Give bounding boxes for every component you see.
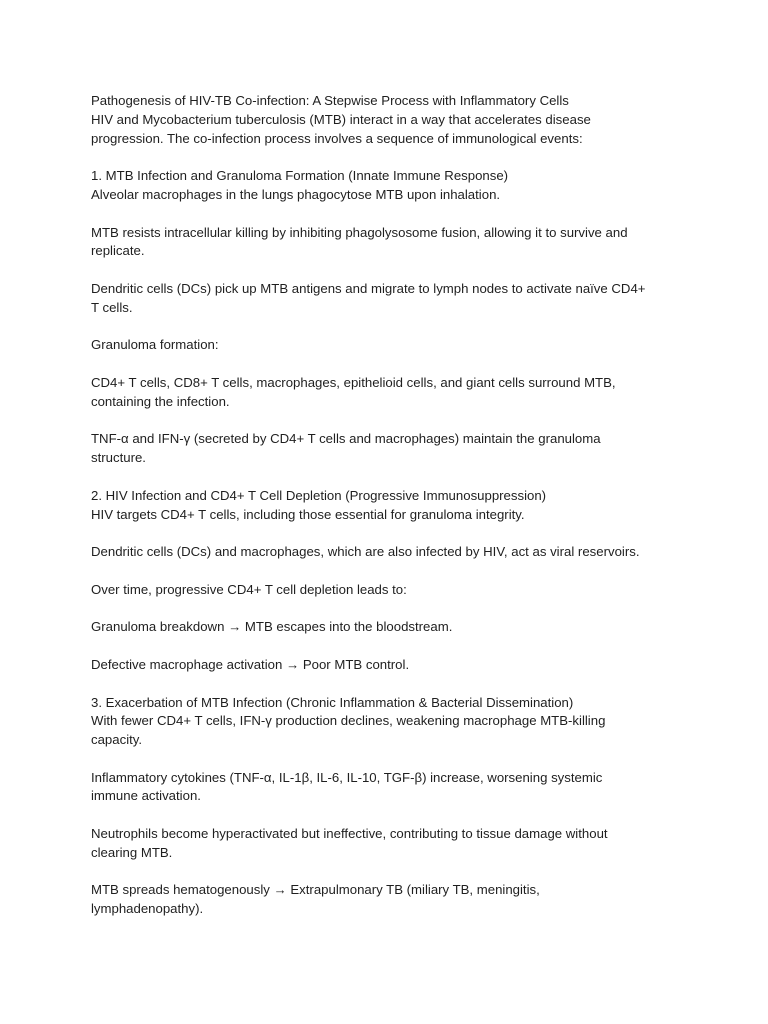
paragraph: Granuloma formation: bbox=[91, 337, 219, 353]
section-1-heading-paragraph: 1. MTB Infection and Granuloma Formation (Innate Immune Response) Alveolar macrophages in the lungs phagocytose MTB upon inhalation. bbox=[91, 168, 509, 202]
paragraph: MTB resists intracellular killing by inhibiting phagolysosome fusion, allowing it to survive and replicate. bbox=[91, 224, 628, 259]
section-2-heading-paragraph: 2. HIV Infection and CD4+ T Cell Depletion (Progressive Immunosuppression) HIV targets CD4+ T cells, including those essential for granuloma integrity. bbox=[91, 487, 547, 522]
document-body bbox=[91, 92, 691, 938]
paragraph: Dendritic cells (DCs) pick up MTB antigens and migrate to lymph nodes to activate naïve CD4+ T cells. bbox=[91, 280, 646, 315]
paragraph: TNF-α and IFN-γ (secreted by CD4+ T cells and macrophages) maintain the granuloma structure. bbox=[91, 431, 601, 466]
intro-paragraph: Pathogenesis of HIV-TB Co-infection: A Stepwise Process with Inflammatory Cells HIV and Mycobacterium tuberculosis (MTB) interact in a way that accelerates disease progression. The co-infection process involves a sequence of immunological events: bbox=[91, 93, 591, 146]
paragraph: Neutrophils become hyperactivated but ineffective, contributing to tissue damage without clearing MTB. bbox=[91, 826, 608, 860]
paragraph: CD4+ T cells, CD8+ T cells, macrophages, epithelioid cells, and giant cells surround MTB, containing the infection. bbox=[91, 374, 616, 409]
paragraph: Over time, progressive CD4+ T cell depletion leads to: bbox=[91, 581, 407, 597]
paragraph: Defective macrophage activation → Poor MTB control. bbox=[91, 656, 410, 672]
paragraph: Inflammatory cytokines (TNF-α, IL-1β, IL-6, IL-10, TGF-β) increase, worsening systemic immune activation. bbox=[91, 769, 603, 804]
section-3-heading-paragraph: 3. Exacerbation of MTB Infection (Chronic Inflammation & Bacterial Dissemination) With fewer CD4+ T cells, IFN-γ production declines, weakening macrophage MTB-killing capacity. bbox=[91, 694, 606, 748]
paragraph: Dendritic cells (DCs) and macrophages, which are also infected by HIV, act as viral reservoirs. bbox=[91, 544, 640, 560]
paragraph: MTB spreads hematogenously → Extrapulmonary TB (miliary TB, meningitis, lymphadenopathy). bbox=[91, 882, 540, 917]
paragraph: Granuloma breakdown → MTB escapes into the bloodstream. bbox=[91, 619, 453, 635]
